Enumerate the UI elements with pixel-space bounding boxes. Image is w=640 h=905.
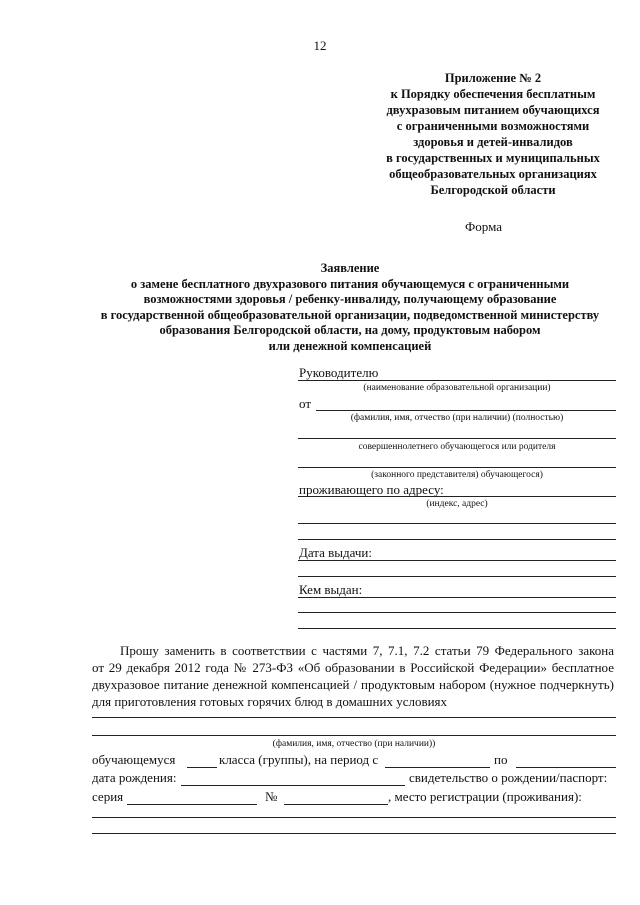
- series-field[interactable]: [127, 804, 257, 805]
- recipient-label: Руководителю: [299, 365, 379, 380]
- registration-line-1[interactable]: [92, 817, 616, 818]
- address-label: проживающего по адресу:: [299, 482, 444, 497]
- issue-date-line-2[interactable]: [298, 576, 616, 577]
- issued-by-line[interactable]: [298, 597, 616, 598]
- period-to-field[interactable]: [516, 767, 616, 768]
- issue-date-line[interactable]: [298, 560, 616, 561]
- class-field[interactable]: [187, 767, 217, 768]
- paragraph-line: двухразовое питание денежной компенсацией / продуктовым набором (нужное подчеркнуть): [92, 677, 614, 692]
- adult-caption: совершеннолетнего обучающегося или родителя: [358, 442, 556, 452]
- address-line-1[interactable]: [298, 496, 616, 497]
- title-line: образования Белгородской области, на дому, продуктовым набором: [159, 323, 541, 338]
- address-caption: (индекс, адрес): [426, 499, 488, 509]
- birth-date-field[interactable]: [181, 785, 405, 786]
- request-paragraph: [92, 642, 614, 710]
- class-period-label: класса (группы), на период с: [219, 752, 379, 767]
- registration-line-2[interactable]: [92, 833, 616, 834]
- appendix-line: Белгородской области: [430, 183, 556, 197]
- appendix-line: здоровья и детей-инвалидов: [413, 135, 573, 149]
- title-line: или денежной компенсацией: [268, 338, 432, 353]
- appendix-line: двухразовым питанием обучающихся: [386, 103, 600, 117]
- student-name-caption: (фамилия, имя, отчество (при наличии)): [272, 739, 436, 749]
- issue-date-label: Дата выдачи:: [299, 545, 373, 560]
- applicant-name-line[interactable]: [316, 410, 616, 411]
- number-field[interactable]: [284, 804, 388, 805]
- appendix-header: [368, 70, 618, 198]
- period-to-label: по: [494, 752, 508, 767]
- paragraph-line: Прошу заменить в соответствии с частями 7, 7.1, 7.2 статьи 79 Федерального закона: [120, 643, 614, 658]
- form-label: Форма: [465, 219, 502, 234]
- title-line: о замене бесплатного двухразового питания обучающемуся с ограниченными: [130, 276, 570, 291]
- number-label: №: [265, 789, 278, 804]
- appendix-line: в государственных и муниципальных: [386, 151, 600, 165]
- address-line-3[interactable]: [298, 539, 616, 540]
- issued-by-line-2[interactable]: [298, 612, 616, 613]
- applicant-line-2[interactable]: [298, 438, 616, 439]
- birth-date-label: дата рождения:: [92, 770, 177, 785]
- document-title: [60, 261, 640, 355]
- student-label: обучающемуся: [92, 752, 176, 767]
- from-label: от: [299, 396, 312, 411]
- appendix-line: с ограниченными возможностями: [396, 119, 590, 133]
- representative-caption: (законного представителя) обучающегося): [371, 470, 543, 480]
- appendix-line: общеобразовательных организациях: [389, 167, 597, 181]
- period-from-field[interactable]: [385, 767, 490, 768]
- issued-by-label: Кем выдан:: [299, 582, 363, 597]
- issued-by-line-3[interactable]: [298, 628, 616, 629]
- paragraph-line: от 29 декабря 2012 года № 273-ФЗ «Об образовании в Российской Федерации» бесплатное: [92, 660, 614, 675]
- title-line: возможностями здоровья / ребенку-инвалиду, получающему образование: [143, 292, 557, 307]
- page-number: 12: [313, 38, 327, 53]
- applicant-line-3[interactable]: [298, 467, 616, 468]
- student-name-line-2[interactable]: [92, 735, 616, 736]
- appendix-line: Приложение № 2: [444, 71, 542, 85]
- certificate-label: свидетельство о рождении/паспорт:: [409, 770, 608, 785]
- address-line-2[interactable]: [298, 523, 616, 524]
- paragraph-line: для приготовления готовых горячих блюд в домашних условиях: [92, 694, 448, 709]
- org-name-caption: (наименование образовательной организации): [363, 383, 551, 393]
- title-line: Заявление: [320, 261, 380, 275]
- appendix-line: к Порядку обеспечения бесплатным: [390, 87, 596, 101]
- title-line: в государственной общеобразовательной организации, подведомственной министерству: [100, 307, 600, 322]
- applicant-name-caption: (фамилия, имя, отчество (при наличии) (полностью): [350, 413, 564, 423]
- org-name-line[interactable]: [298, 380, 616, 381]
- series-label: серия: [92, 789, 124, 804]
- registration-label: , место регистрации (проживания):: [388, 789, 582, 804]
- student-name-line-1[interactable]: [92, 717, 616, 718]
